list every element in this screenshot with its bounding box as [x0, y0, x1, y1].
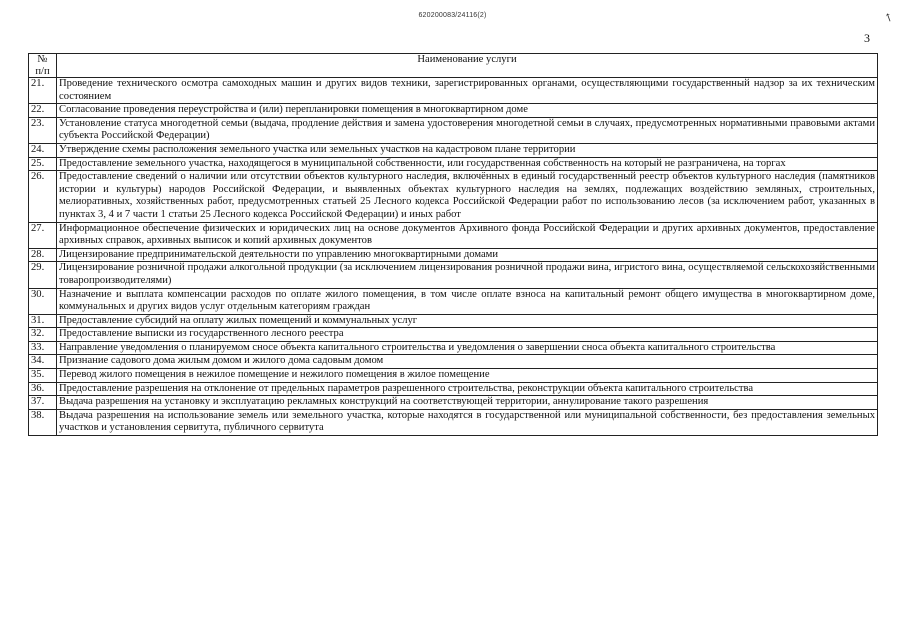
table-row: [29, 369, 878, 383]
number-header-abbrev: п/п: [35, 65, 50, 77]
table-header-row: [29, 54, 878, 78]
row-number: 22.: [29, 104, 57, 118]
row-number: 36.: [29, 382, 57, 396]
table-row: [29, 248, 878, 262]
table-row: [29, 157, 878, 171]
service-name: Предоставление разрешения на отклонение от предельных параметров разрешенного строительства, реконструкции объекта капитального строительства: [57, 382, 878, 396]
row-number: 37.: [29, 396, 57, 410]
number-column-header: [29, 54, 57, 78]
service-name: Предоставление субсидий на оплату жилых помещений и коммунальных услуг: [57, 314, 878, 328]
services-table: [28, 53, 878, 436]
table-row: [29, 396, 878, 410]
row-number: 25.: [29, 157, 57, 171]
table-row: [29, 341, 878, 355]
service-name: Предоставление сведений о наличии или отсутствии объектов культурного наследия, включённых в единый государственный реестр объектов культурного наследия (памятников истории и культуры) народов Российской Федерации, и выявленных объектах культурного наследия на землях, подлежащих воздействию земляных, строительных, мелиоративных, хозяйственных работ, предусмотренных статьей 25 Лесного кодекса Российской Федерации работ по использованию лесов (за исключением работ, указанных в пунктах 3, 4 и 7 части 1 статьи 25 Лесного кодекса Российской Федерации) и иных работ: [57, 171, 878, 222]
row-number: 31.: [29, 314, 57, 328]
service-name: Установление статуса многодетной семьи (выдача, продление действия и замена удостоверения многодетной семьи в случаях, предусмотренных нормативными правовыми актами субъекта Российской Федерации): [57, 117, 878, 143]
table-row: [29, 143, 878, 157]
service-name: Назначение и выплата компенсации расходов по оплате жилого помещения, в том числе оплате взноса на капитальный ремонт общего имущества в многоквартирном доме, коммунальных и других видов услуг отдельным категориям граждан: [57, 288, 878, 314]
row-number: 24.: [29, 143, 57, 157]
row-number: 38.: [29, 409, 57, 435]
table-row: [29, 222, 878, 248]
row-number: 23.: [29, 117, 57, 143]
service-name: Перевод жилого помещения в нежилое помещение и нежилого помещения в жилое помещение: [57, 369, 878, 383]
row-number: 34.: [29, 355, 57, 369]
table-row: [29, 117, 878, 143]
service-name: Предоставление выписки из государственного лесного реестра: [57, 328, 878, 342]
row-number: 29.: [29, 262, 57, 288]
row-number: 28.: [29, 248, 57, 262]
row-number: 35.: [29, 369, 57, 383]
name-column-header: Наименование услуги: [57, 54, 878, 78]
row-number: 26.: [29, 171, 57, 222]
table-row: [29, 314, 878, 328]
row-number: 21.: [29, 78, 57, 104]
table-row: [29, 78, 878, 104]
service-name: Признание садового дома жилым домом и жилого дома садовым домом: [57, 355, 878, 369]
number-header-symbol: №: [37, 54, 48, 65]
service-name: Предоставление земельного участка, находящегося в муниципальной собственности, или государственная собственность на который не разграничена, на торгах: [57, 157, 878, 171]
row-number: 33.: [29, 341, 57, 355]
page-number: 3: [864, 31, 870, 45]
service-name: Утверждение схемы расположения земельного участка или земельных участков на кадастровом плане территории: [57, 143, 878, 157]
table-row: [29, 409, 878, 435]
row-number: 32.: [29, 328, 57, 342]
document-code: 620200083/24116(2): [418, 12, 487, 19]
service-name: Направление уведомления о планируемом сносе объекта капитального строительства и уведомления о завершении сноса объекта капитального строительства: [57, 341, 878, 355]
service-name: Выдача разрешения на использование земель или земельного участка, которые находятся в государственной или муниципальной собственности, без предоставления земельных участков и установления сервитута, публичного сервитута: [57, 409, 878, 435]
table-body: [29, 78, 878, 436]
table-row: [29, 382, 878, 396]
table-row: [29, 328, 878, 342]
table-row: [29, 104, 878, 118]
table-row: [29, 171, 878, 222]
row-number: 30.: [29, 288, 57, 314]
scan-mark-icon: ↖: [881, 10, 896, 26]
service-name: Проведение технического осмотра самоходных машин и других видов техники, зарегистрированных органами, осуществляющими государственный надзор за их техническим состоянием: [57, 78, 878, 104]
service-name: Согласование проведения переустройства и (или) перепланировки помещения в многоквартирном доме: [57, 104, 878, 118]
service-name: Лицензирование розничной продажи алкогольной продукции (за исключением лицензирования розничной продажи вина, игристого вина, осуществляемой сельскохозяйственными товаропроизводителями): [57, 262, 878, 288]
table-row: [29, 355, 878, 369]
table-row: [29, 288, 878, 314]
service-name: Информационное обеспечение физических и юридических лиц на основе документов Архивного фонда Российской Федерации и других архивных документов, предоставление архивных справок, архивных выписок и копий архивных документов: [57, 222, 878, 248]
service-name: Лицензирование предпринимательской деятельности по управлению многоквартирными домами: [57, 248, 878, 262]
service-name: Выдача разрешения на установку и эксплуатацию рекламных конструкций на соответствующей территории, аннулирование такого разрешения: [57, 396, 878, 410]
row-number: 27.: [29, 222, 57, 248]
table-row: [29, 262, 878, 288]
